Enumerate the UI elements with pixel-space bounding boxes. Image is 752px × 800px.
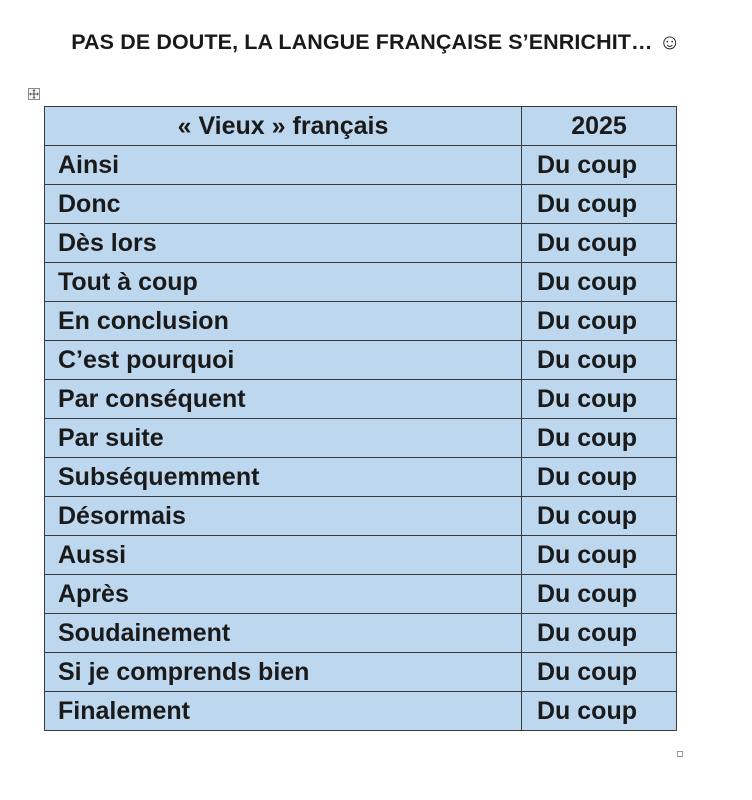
modern-french-cell: Du coup <box>522 419 677 458</box>
modern-french-cell: Du coup <box>522 458 677 497</box>
modern-french-cell: Du coup <box>522 614 677 653</box>
column-header-2025: 2025 <box>522 107 677 146</box>
old-french-cell: Désormais <box>45 497 522 536</box>
old-french-cell: Tout à coup <box>45 263 522 302</box>
table-row <box>45 185 677 224</box>
modern-french-cell: Du coup <box>522 380 677 419</box>
old-french-cell: Subséquemment <box>45 458 522 497</box>
table-header-row <box>45 107 677 146</box>
old-french-cell: Après <box>45 575 522 614</box>
modern-french-cell: Du coup <box>522 341 677 380</box>
table-row <box>45 536 677 575</box>
old-french-cell: C’est pourquoi <box>45 341 522 380</box>
table-row <box>45 692 677 731</box>
old-french-cell: Aussi <box>45 536 522 575</box>
table-row <box>45 146 677 185</box>
old-french-cell: Par suite <box>45 419 522 458</box>
modern-french-cell: Du coup <box>522 146 677 185</box>
table-row <box>45 380 677 419</box>
old-french-cell: Si je comprends bien <box>45 653 522 692</box>
table-row <box>45 263 677 302</box>
table-row <box>45 614 677 653</box>
column-header-old-french: « Vieux » français <box>45 107 522 146</box>
comparison-table <box>44 106 677 731</box>
table-row <box>45 341 677 380</box>
modern-french-cell: Du coup <box>522 497 677 536</box>
modern-french-cell: Du coup <box>522 653 677 692</box>
table-row <box>45 653 677 692</box>
table-row <box>45 497 677 536</box>
modern-french-cell: Du coup <box>522 224 677 263</box>
old-french-cell: Soudainement <box>45 614 522 653</box>
modern-french-cell: Du coup <box>522 692 677 731</box>
modern-french-cell: Du coup <box>522 575 677 614</box>
old-french-cell: Finalement <box>45 692 522 731</box>
old-french-cell: Donc <box>45 185 522 224</box>
table-row <box>45 419 677 458</box>
page-title: PAS DE DOUTE, LA LANGUE FRANÇAISE S’ENRICHIT… ☺ <box>71 30 681 54</box>
old-french-cell: Ainsi <box>45 146 522 185</box>
modern-french-cell: Du coup <box>522 263 677 302</box>
table-row <box>45 224 677 263</box>
table-row <box>45 302 677 341</box>
old-french-cell: En conclusion <box>45 302 522 341</box>
modern-french-cell: Du coup <box>522 185 677 224</box>
table-row <box>45 575 677 614</box>
table-resize-handle-icon[interactable] <box>677 751 683 757</box>
modern-french-cell: Du coup <box>522 302 677 341</box>
old-french-cell: Par conséquent <box>45 380 522 419</box>
modern-french-cell: Du coup <box>522 536 677 575</box>
old-french-cell: Dès lors <box>45 224 522 263</box>
table-move-handle-icon[interactable] <box>28 88 40 100</box>
table-row <box>45 458 677 497</box>
